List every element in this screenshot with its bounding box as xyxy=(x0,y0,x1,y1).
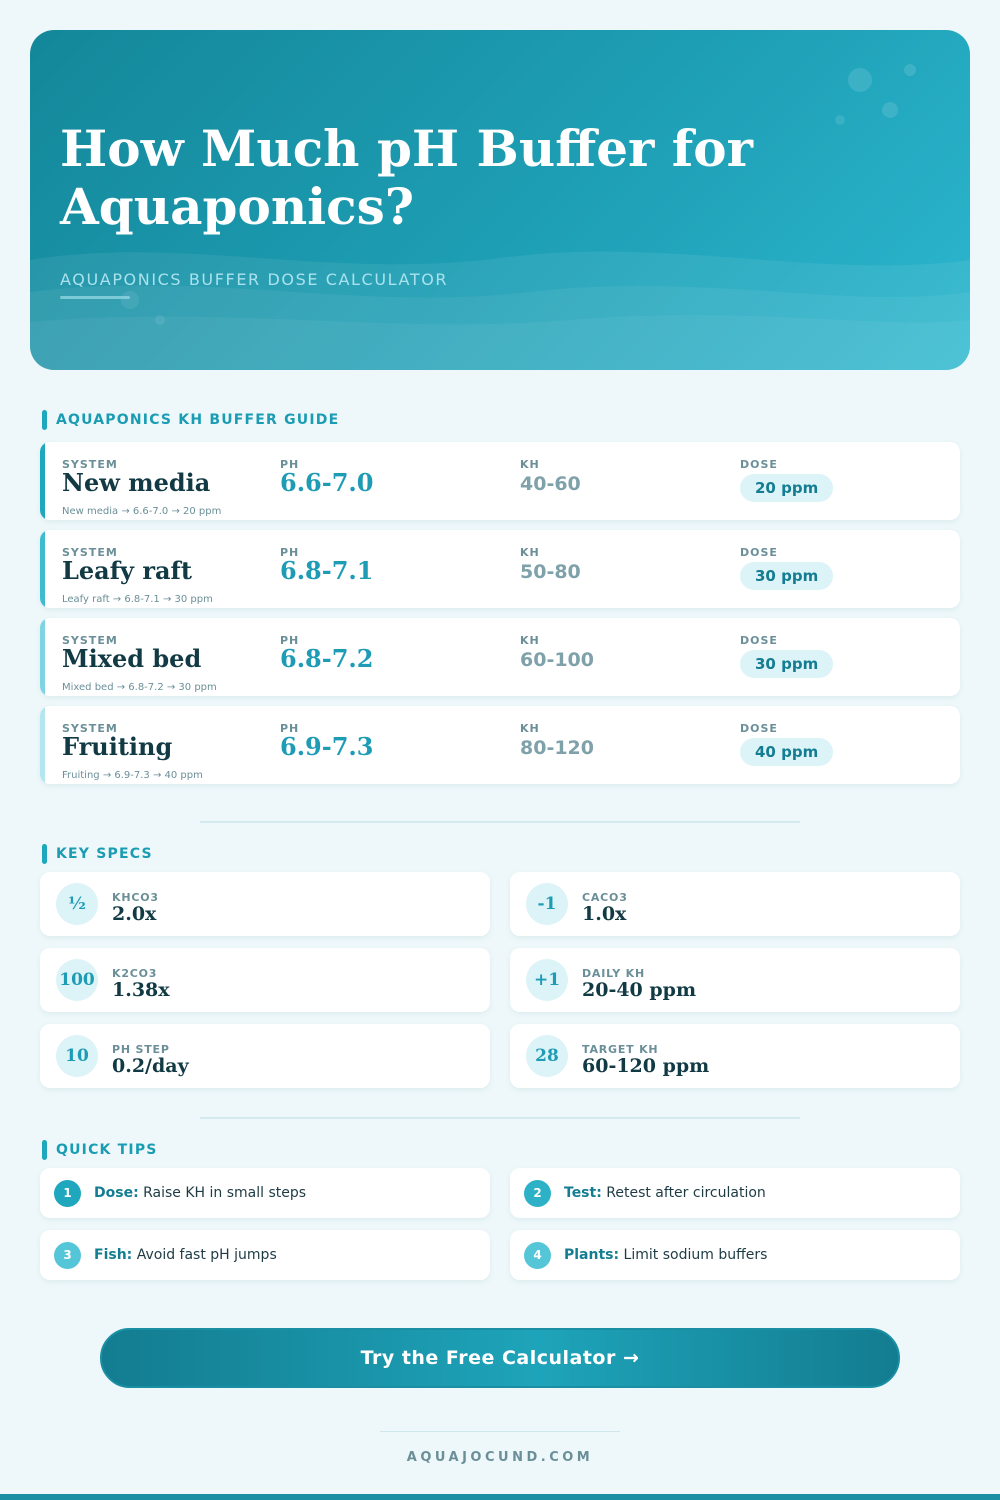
tip-body: Retest after circulation xyxy=(601,1185,766,1201)
dose-badge: 20 ppm xyxy=(740,474,833,502)
system-label: SYSTEM xyxy=(62,546,118,559)
ph-range: 6.6-7.0 xyxy=(280,468,374,497)
spec-value: 1.38x xyxy=(112,979,170,1001)
row-accent-bar xyxy=(40,530,45,608)
tip-text xyxy=(564,1185,766,1201)
row-summary: Leafy raft → 6.8-7.1 → 30 ppm xyxy=(62,594,213,605)
spec-icon: ½ xyxy=(56,883,98,925)
spec-value: 1.0x xyxy=(582,903,627,925)
system-label: SYSTEM xyxy=(62,458,118,471)
spec-label: TARGET KH xyxy=(582,1043,659,1056)
row-accent-bar xyxy=(40,442,45,520)
ph-label: PH xyxy=(280,546,300,559)
spec-label: CACO3 xyxy=(582,891,628,904)
tip-number: 2 xyxy=(524,1180,551,1207)
guide-row xyxy=(40,530,960,608)
footer-site-link[interactable]: AQUAJOCUND.COM xyxy=(406,1450,594,1465)
ph-range: 6.8-7.1 xyxy=(280,556,374,585)
spec-card xyxy=(510,1024,960,1088)
spec-value: 60-120 ppm xyxy=(582,1055,710,1077)
section-divider xyxy=(200,821,800,823)
kh-range: 80-120 xyxy=(520,737,594,759)
tip-keyword: Test: xyxy=(564,1185,602,1201)
tip-card xyxy=(510,1168,960,1218)
system-name: Mixed bed xyxy=(62,644,202,673)
section-title-tips: QUICK TIPS xyxy=(42,1140,158,1160)
tip-card xyxy=(40,1168,490,1218)
dose-badge: 30 ppm xyxy=(740,650,833,678)
hero-banner xyxy=(30,30,970,370)
spec-icon: 28 xyxy=(526,1035,568,1077)
dose-label: DOSE xyxy=(740,634,778,647)
kh-label: KH xyxy=(520,546,540,559)
guide-row xyxy=(40,706,960,784)
tip-keyword: Fish: xyxy=(94,1247,133,1263)
page-title: How Much pH Buffer for Aquaponics? xyxy=(60,119,753,236)
spec-label: PH STEP xyxy=(112,1043,170,1056)
kh-range: 60-100 xyxy=(520,649,594,671)
spec-card xyxy=(40,948,490,1012)
spec-icon: +1 xyxy=(526,959,568,1001)
spec-icon: 100 xyxy=(56,959,98,1001)
system-name: Fruiting xyxy=(62,732,173,761)
section-title-specs: KEY SPECS xyxy=(42,844,153,864)
tip-keyword: Plants: xyxy=(564,1247,620,1263)
ph-range: 6.9-7.3 xyxy=(280,732,374,761)
kh-label: KH xyxy=(520,458,540,471)
spec-icon: -1 xyxy=(526,883,568,925)
kh-label: KH xyxy=(520,722,540,735)
dose-label: DOSE xyxy=(740,722,778,735)
tip-body: Avoid fast pH jumps xyxy=(132,1247,277,1263)
spec-card xyxy=(510,872,960,936)
page-subtitle: AQUAPONICS BUFFER DOSE CALCULATOR xyxy=(60,270,449,289)
try-calculator-button[interactable]: Try the Free Calculator → xyxy=(100,1328,900,1388)
guide-row xyxy=(40,442,960,520)
bottom-accent-bar xyxy=(0,1494,1000,1500)
row-summary: New media → 6.6-7.0 → 20 ppm xyxy=(62,506,222,517)
spec-card xyxy=(40,872,490,936)
spec-value: 0.2/day xyxy=(112,1055,189,1077)
tip-body: Limit sodium buffers xyxy=(619,1247,768,1263)
spec-label: DAILY KH xyxy=(582,967,645,980)
spec-icon: 10 xyxy=(56,1035,98,1077)
spec-label: KHCO3 xyxy=(112,891,159,904)
dose-label: DOSE xyxy=(740,546,778,559)
spec-card xyxy=(40,1024,490,1088)
row-accent-bar xyxy=(40,618,45,696)
kh-label: KH xyxy=(520,634,540,647)
dose-badge: 40 ppm xyxy=(740,738,833,766)
kh-range: 50-80 xyxy=(520,561,581,583)
system-name: Leafy raft xyxy=(62,556,192,585)
tip-text xyxy=(94,1185,306,1201)
tip-card xyxy=(40,1230,490,1280)
ph-label: PH xyxy=(280,634,300,647)
spec-value: 20-40 ppm xyxy=(582,979,697,1001)
tip-number: 3 xyxy=(54,1242,81,1269)
row-accent-bar xyxy=(40,706,45,784)
system-label: SYSTEM xyxy=(62,722,118,735)
section-title-guide: AQUAPONICS KH BUFFER GUIDE xyxy=(42,410,339,430)
tip-text xyxy=(94,1247,277,1263)
kh-range: 40-60 xyxy=(520,473,581,495)
dose-label: DOSE xyxy=(740,458,778,471)
ph-range: 6.8-7.2 xyxy=(280,644,374,673)
guide-row xyxy=(40,618,960,696)
tip-number: 4 xyxy=(524,1242,551,1269)
row-summary: Fruiting → 6.9-7.3 → 40 ppm xyxy=(62,770,203,781)
tip-text xyxy=(564,1247,767,1263)
tip-body: Raise KH in small steps xyxy=(138,1185,307,1201)
section-divider xyxy=(200,1117,800,1119)
system-label: SYSTEM xyxy=(62,634,118,647)
footer-divider xyxy=(380,1431,620,1432)
system-name: New media xyxy=(62,468,211,497)
tip-number: 1 xyxy=(54,1180,81,1207)
tip-card xyxy=(510,1230,960,1280)
ph-label: PH xyxy=(280,458,300,471)
dose-badge: 30 ppm xyxy=(740,562,833,590)
row-summary: Mixed bed → 6.8-7.2 → 30 ppm xyxy=(62,682,217,693)
spec-card xyxy=(510,948,960,1012)
tip-keyword: Dose: xyxy=(94,1185,139,1201)
subtitle-underline xyxy=(60,296,130,299)
spec-value: 2.0x xyxy=(112,903,157,925)
spec-label: K2CO3 xyxy=(112,967,158,980)
ph-label: PH xyxy=(280,722,300,735)
